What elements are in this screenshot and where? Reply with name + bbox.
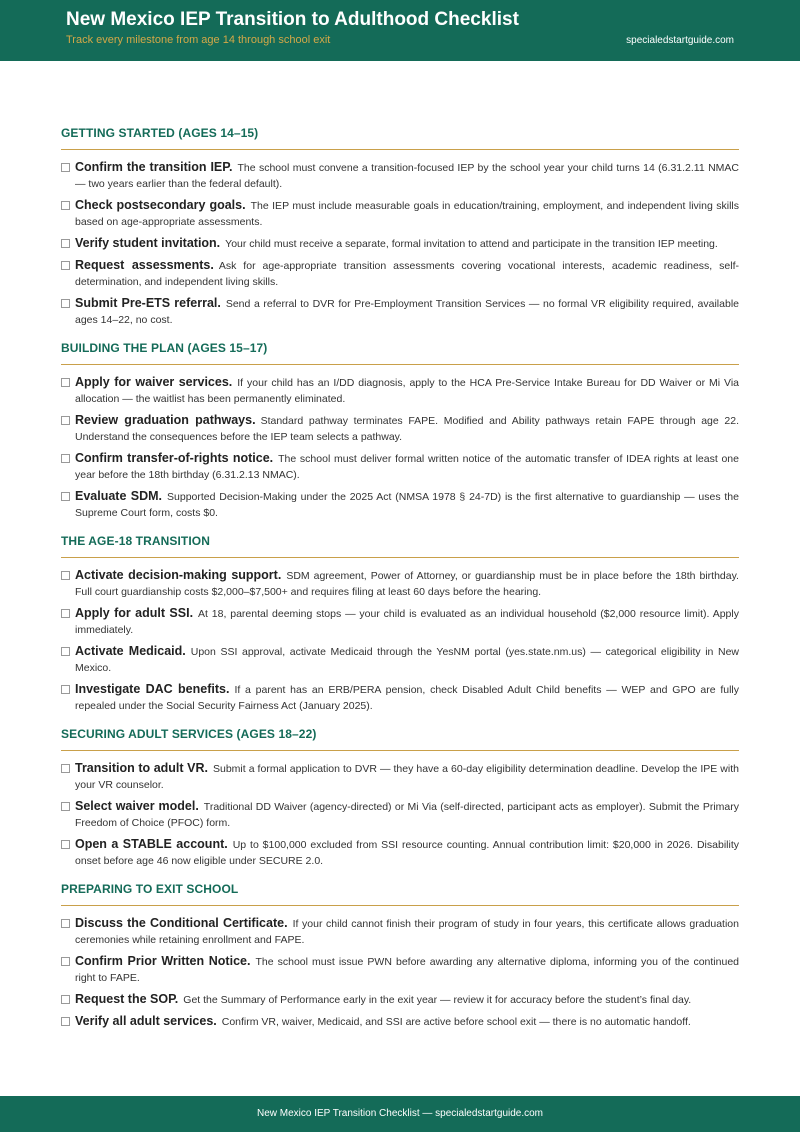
- item-description: At 18, parental deeming stops — your child is evaluated as an individual household ($2,000 resource limit). Apply immediately.: [75, 608, 739, 636]
- checklist-item: [61, 605, 739, 638]
- checklist-section: [61, 882, 739, 1030]
- item-description: If a parent has an ERB/PERA pension, check Disabled Adult Child benefits — WEP and GPO are fully repealed under the Social Security Fairness Act (January 2025).: [75, 684, 739, 712]
- checkbox[interactable]: [61, 378, 70, 387]
- item-description: The school must issue PWN before awarding any alternative diploma, informing you of the continued right to FAPE.: [75, 956, 739, 984]
- item-description: If your child cannot finish their program of study in four years, this certificate allows graduation ceremonies while retaining enrollment and FAPE.: [75, 918, 739, 946]
- page-subtitle: Track every milestone from age 14 through school exit: [66, 34, 331, 46]
- checkbox[interactable]: [61, 454, 70, 463]
- site-name: specialedstartguide.com: [626, 35, 734, 46]
- checkbox[interactable]: [61, 299, 70, 308]
- checklist-item: [61, 412, 739, 445]
- item-description: SDM agreement, Power of Attorney, or guardianship must be in place before the 18th birthday. Full court guardianship costs $2,000–$7,500+ and requires filing at least 60 days before the hearing.: [75, 570, 739, 598]
- item-description: Up to $100,000 excluded from SSI resource counting. Annual contribution limit: $20,000 in 2026. Disability onset before age 46 now eligible under SECURE 2.0.: [75, 839, 739, 867]
- item-label: Evaluate SDM.: [75, 489, 163, 503]
- item-label: Confirm transfer-of-rights notice.: [75, 451, 274, 465]
- item-description: The school must convene a transition-focused IEP by the school year your child turns 14 (6.31.2.11 NMAC — two years earlier than the federal default).: [75, 162, 739, 190]
- checkbox[interactable]: [61, 492, 70, 501]
- item-label: Select waiver model.: [75, 799, 199, 813]
- checklist-item: [61, 235, 739, 252]
- item-label: Apply for waiver services.: [75, 375, 233, 389]
- section-title: THE AGE-18 TRANSITION: [61, 534, 739, 558]
- item-label: Confirm the transition IEP.: [75, 160, 233, 174]
- checklist-item: [61, 295, 739, 328]
- checkbox[interactable]: [61, 571, 70, 580]
- checklist-item: [61, 1013, 739, 1030]
- checkbox[interactable]: [61, 609, 70, 618]
- checklist-item: [61, 450, 739, 483]
- item-description: The IEP must include measurable goals in education/training, employment, and independent living skills based on age-appropriate assessments.: [75, 200, 739, 228]
- checkbox[interactable]: [61, 647, 70, 656]
- item-description: Supported Decision-Making under the 2025 Act (NMSA 1978 § 24-7D) is the first alternative to guardianship — uses the Supreme Court form, costs $0.: [75, 491, 739, 519]
- item-description: Send a referral to DVR for Pre-Employment Transition Services — no formal VR eligibility required, available ages 14–22, no cost.: [75, 298, 739, 326]
- item-description: Standard pathway terminates FAPE. Modified and Ability pathways retain FAPE through age 22. Understand the consequences before the IEP team selects a pathway.: [75, 415, 739, 443]
- checklist-item: [61, 159, 739, 192]
- item-label: Apply for adult SSI.: [75, 606, 194, 620]
- checkbox[interactable]: [61, 685, 70, 694]
- item-description: Ask for age-appropriate transition assessments covering vocational interests, academic readiness, self-determination, and independent living skills.: [75, 260, 739, 288]
- checkbox[interactable]: [61, 764, 70, 773]
- item-description: Upon SSI approval, activate Medicaid through the YesNM portal (yes.state.nm.us) — categorical eligibility in New Mexico.: [75, 646, 739, 674]
- checklist-item: [61, 991, 739, 1008]
- item-label: Activate decision-making support.: [75, 568, 282, 582]
- item-description: Traditional DD Waiver (agency-directed) or Mi Via (self-directed, participant acts as employer). Submit the Primary Freedom of Choice (PFOC) form.: [75, 801, 739, 829]
- item-description: If your child has an I/DD diagnosis, apply to the HCA Pre-Service Intake Bureau for DD Waiver or Mi Via allocation — the waitlist has been permanently eliminated.: [75, 377, 739, 405]
- item-label: Discuss the Conditional Certificate.: [75, 916, 288, 930]
- checklist-section: [61, 727, 739, 869]
- checkbox[interactable]: [61, 1017, 70, 1026]
- checkbox[interactable]: [61, 416, 70, 425]
- checklist-item: [61, 374, 739, 407]
- checklist-section: [61, 126, 739, 328]
- checkbox[interactable]: [61, 919, 70, 928]
- item-description: Confirm VR, waiver, Medicaid, and SSI are active before school exit — there is no automatic handoff.: [221, 1016, 691, 1028]
- item-label: Verify all adult services.: [75, 1014, 217, 1028]
- item-label: Activate Medicaid.: [75, 644, 186, 658]
- item-label: Submit Pre-ETS referral.: [75, 296, 221, 310]
- page-footer: [0, 1096, 800, 1132]
- checklist-item: [61, 798, 739, 831]
- checklist-item: [61, 567, 739, 600]
- checkbox[interactable]: [61, 840, 70, 849]
- section-title: BUILDING THE PLAN (AGES 15–17): [61, 341, 739, 365]
- section-title: SECURING ADULT SERVICES (AGES 18–22): [61, 727, 739, 751]
- checkbox[interactable]: [61, 239, 70, 248]
- checkbox[interactable]: [61, 957, 70, 966]
- item-label: Transition to adult VR.: [75, 761, 208, 775]
- item-label: Open a STABLE account.: [75, 837, 228, 851]
- item-label: Investigate DAC benefits.: [75, 682, 230, 696]
- item-description: Get the Summary of Performance early in the exit year — review it for accuracy before the student’s final day.: [183, 994, 692, 1006]
- checklist-item: [61, 953, 739, 986]
- section-title: GETTING STARTED (AGES 14–15): [61, 126, 739, 150]
- item-label: Request the SOP.: [75, 992, 179, 1006]
- checklist-item: [61, 488, 739, 521]
- item-label: Request assessments.: [75, 258, 214, 272]
- checklist-item: [61, 836, 739, 869]
- checkbox[interactable]: [61, 261, 70, 270]
- checkbox[interactable]: [61, 802, 70, 811]
- checkbox[interactable]: [61, 163, 70, 172]
- checklist-item: [61, 915, 739, 948]
- checklist-content: [61, 126, 739, 1035]
- checklist-item: [61, 257, 739, 290]
- checklist-section: [61, 534, 739, 714]
- item-description: The school must deliver formal written notice of the automatic transfer of IDEA rights at least one year before the 18th birthday (6.31.2.13 NMAC).: [75, 453, 739, 481]
- item-label: Check postsecondary goals.: [75, 198, 246, 212]
- checklist-item: [61, 197, 739, 230]
- checkbox[interactable]: [61, 995, 70, 1004]
- footer-text: New Mexico IEP Transition Checklist — specialedstartguide.com: [256, 1108, 544, 1119]
- section-title: PREPARING TO EXIT SCHOOL: [61, 882, 739, 906]
- item-description: Your child must receive a separate, formal invitation to attend and participate in the transition IEP meeting.: [225, 238, 718, 250]
- page-header: [0, 0, 800, 61]
- item-description: Submit a formal application to DVR — they have a 60-day eligibility determination deadline. Develop the IPE with your VR counselor.: [75, 763, 739, 791]
- checkbox[interactable]: [61, 201, 70, 210]
- checklist-item: [61, 760, 739, 793]
- checklist-section: [61, 341, 739, 521]
- item-label: Verify student invitation.: [75, 236, 221, 250]
- checklist-item: [61, 681, 739, 714]
- checklist-item: [61, 643, 739, 676]
- item-label: Review graduation pathways.: [75, 413, 256, 427]
- item-label: Confirm Prior Written Notice.: [75, 954, 251, 968]
- page-title: New Mexico IEP Transition to Adulthood Checklist: [66, 9, 519, 30]
